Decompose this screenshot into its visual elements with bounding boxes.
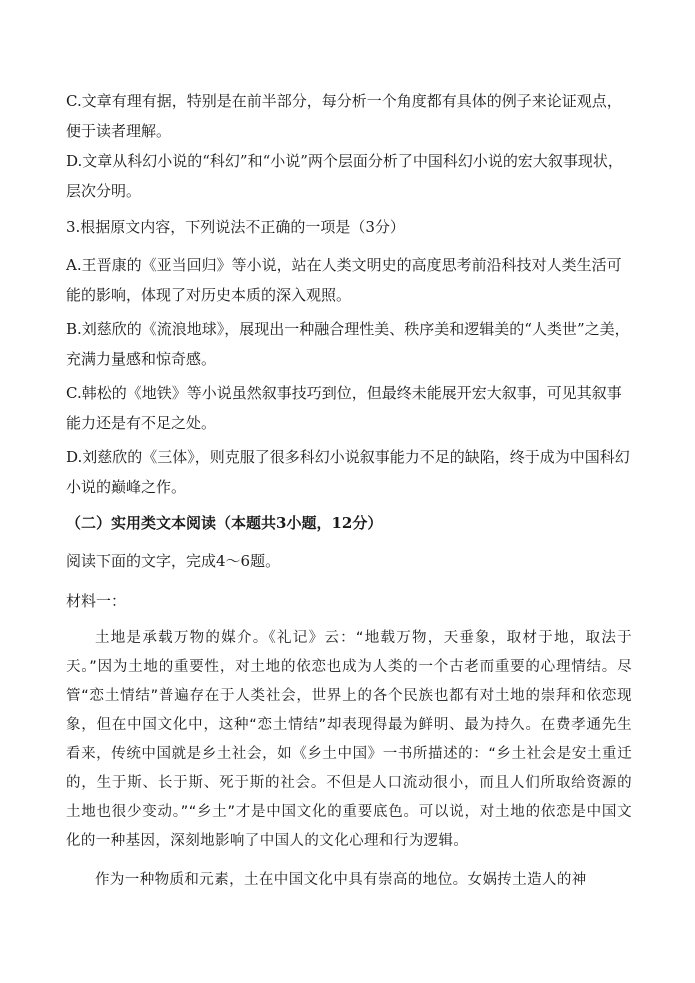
option-c-question-2: C.文章有理有据，特别是在前半部分，每分析一个角度都有具体的例子来论证观点，便于读者理解。 xyxy=(66,92,622,140)
material-label: 材料一： xyxy=(66,592,127,610)
section-heading: （二）实用类文本阅读（本题共3小题，12分） xyxy=(66,514,383,532)
option-b-question-3: B.刘慈欣的《流浪地球》，展现出一种融合理性美、秩序美和逻辑美的“人类世”之美，充满力量感和惊奇感。 xyxy=(66,320,630,368)
material-paragraph-1: 土地是承载万物的媒介。《礼记》云：“地载万物，天垂象，取材于地，取法于天。”因为土地的重要性，对土地的依恋也成为人类的一个古老而重要的心理情结。尽管“恋土情结”普遍存在于人类社会，世界上的各个民族也都有对土地的崇拜和依恋现象，但在中国文化中，这种“恋土情结”却表现得最为鲜明、最为持久。在费孝通先生看来，传统中国就是乡土社会，如《乡土中国》一书所描述的：“乡土社会是安土重迁的，生于斯、长于斯、死于斯的社会。不但是人口流动很小，而且人们所取给资源的土地也很少变动。”“乡土”才是中国文化的重要底色。可以说，对土地的依恋是中国文化的一种基因，深刻地影响了中国人的文化心理和行为逻辑。 xyxy=(66,630,632,849)
option-c-question-3: C.韩松的《地铁》等小说虽然叙事技巧到位，但最终未能展开宏大叙事，可见其叙事能力还是有不足之处。 xyxy=(66,384,622,432)
material-paragraph-2: 作为一种物质和元素，土在中国文化中具有崇高的地位。女娲抟土造人的神 xyxy=(95,872,587,888)
option-a-question-3: A.王晋康的《亚当回归》等小说，站在人类文明史的高度思考前沿科技对人类生活可能的影响，体现了对历史本质的深入观照。 xyxy=(66,256,622,304)
option-d-question-3: D.刘慈欣的《三体》，则克服了很多科幻小说叙事能力不足的缺陷，终于成为中国科幻小说的巅峰之作。 xyxy=(66,448,630,496)
section-instruction: 阅读下面的文字，完成4～6题。 xyxy=(66,552,281,570)
question-3-stem: 3.根据原文内容，下列说法不正确的一项是（3分） xyxy=(66,218,405,236)
option-d-question-2: D.文章从科幻小说的“科幻”和“小说”两个层面分析了中国科幻小说的宏大叙事现状，层次分明。 xyxy=(66,152,623,200)
